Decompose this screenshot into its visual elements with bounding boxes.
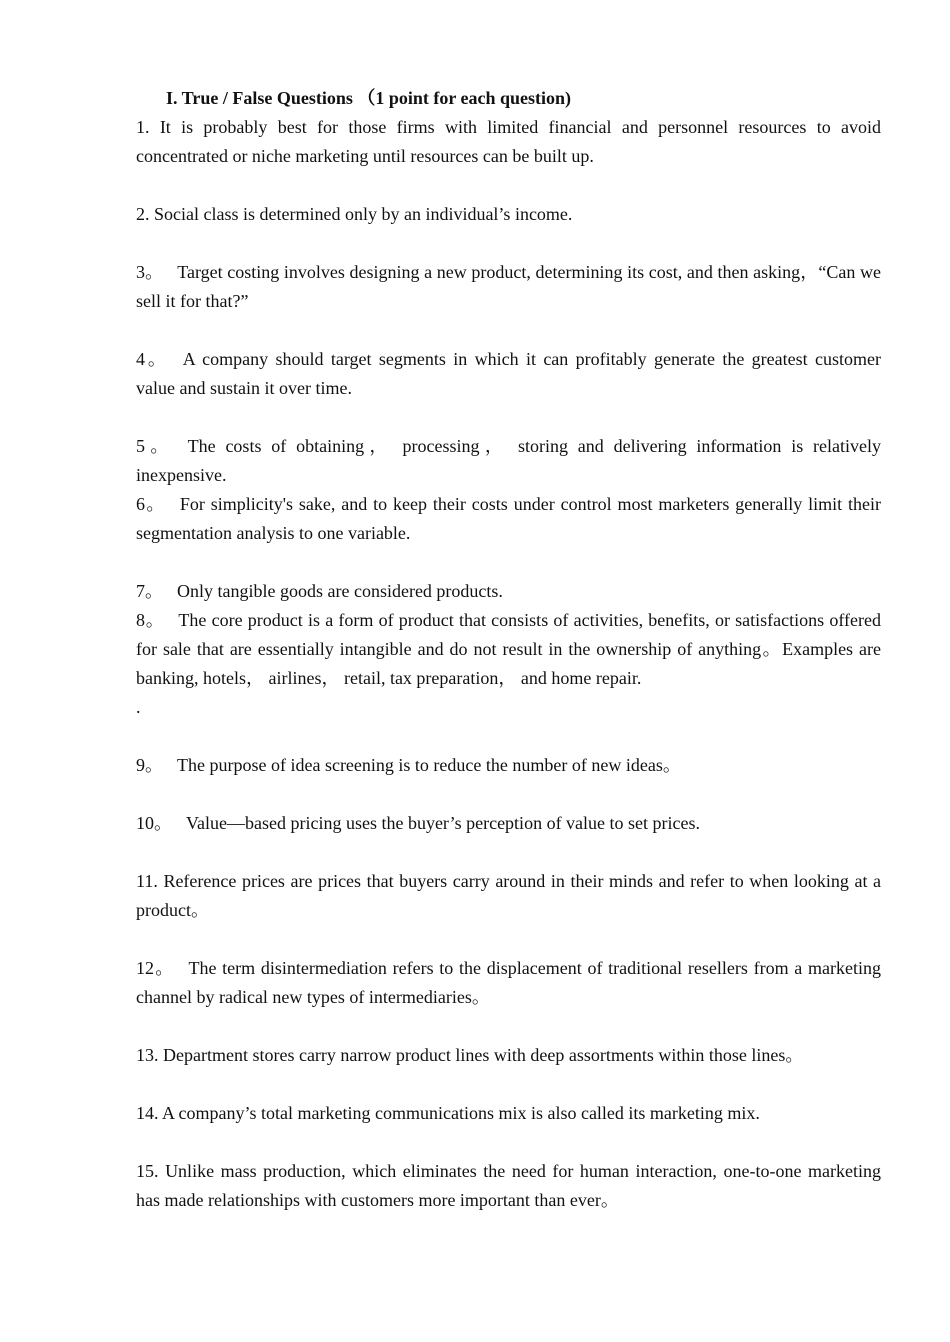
question-number: 13. [136,1045,159,1065]
question-number: 5。 [136,436,174,456]
question-text: Value—based pricing uses the buyer’s perception of value to set prices. [186,813,701,833]
stray-dot: . [136,697,141,717]
question-text: A company should target segments in which it can profitably generate the greatest customer value and sustain it over time. [136,349,882,398]
question-number: 12。 [136,958,175,978]
question-12 [136,954,881,1012]
question-9 [136,751,881,780]
question-number: 3。 [136,262,164,282]
question-11 [136,867,881,925]
question-number: 11. [136,871,158,891]
question-number: 6。 [136,494,166,514]
question-text: The term disintermediation refers to the displacement of traditional resellers from a marketing channel by radical new types of intermediaries。 [136,958,882,1007]
question-number: 4。 [136,349,169,369]
question-number: 8。 [136,610,165,630]
question-4 [136,345,881,403]
question-text: Target costing involves designing a new product, determining its cost, and then asking，“Can we sell it for that?” [136,262,881,311]
section-title: I. True / False Questions （1 point for each question) [166,88,572,108]
question-text: Department stores carry narrow product lines with deep assortments within those lines。 [163,1045,804,1065]
question-number: 2. [136,204,150,224]
question-number: 7。 [136,581,163,601]
question-text: Reference prices are prices that buyers carry around in their minds and refer to when looking at a product。 [136,871,882,920]
question-text: For simplicity's sake, and to keep their costs under control most marketers generally limit their segmentation analysis to one variable. [136,494,882,543]
question-7 [136,577,881,606]
question-text: The costs of obtaining， processing， storing and delivering information is relatively inexpensive. [136,436,881,485]
question-text: It is probably best for those firms with limited financial and personnel resources to avoid concentrated or niche marketing until resources can be built up. [136,117,882,166]
question-14 [136,1099,881,1128]
question-number: 10。 [136,813,172,833]
question-6 [136,490,881,548]
question-8 [136,606,881,693]
question-number: 15. [136,1161,159,1181]
question-15 [136,1157,881,1215]
question-text: A company’s total marketing communications mix is also called its marketing mix. [162,1103,760,1123]
question-2 [136,200,881,229]
question-text: Only tangible goods are considered products. [177,581,503,601]
question-number: 1. [136,117,150,137]
question-text: The purpose of idea screening is to reduce the number of new ideas。 [177,755,681,775]
question-10 [136,809,881,838]
question-1 [136,113,881,171]
question-number: 9。 [136,755,163,775]
question-text: Social class is determined only by an individual’s income. [154,204,573,224]
question-number: 14. [136,1103,159,1123]
question-3 [136,258,881,316]
question-text: The core product is a form of product that consists of activities, benefits, or satisfactions offered for sale that are essentially intangible and do not result in the ownership of anything。Examples are banking, hotels， airlines， retail, tax preparation， and home repair. [136,610,882,688]
question-text: Unlike mass production, which eliminates the need for human interaction, one-to-one marketing has made relationships with customers more important than ever。 [136,1161,881,1210]
question-13 [136,1041,881,1070]
document-page [136,84,881,1215]
question-5 [136,432,881,490]
